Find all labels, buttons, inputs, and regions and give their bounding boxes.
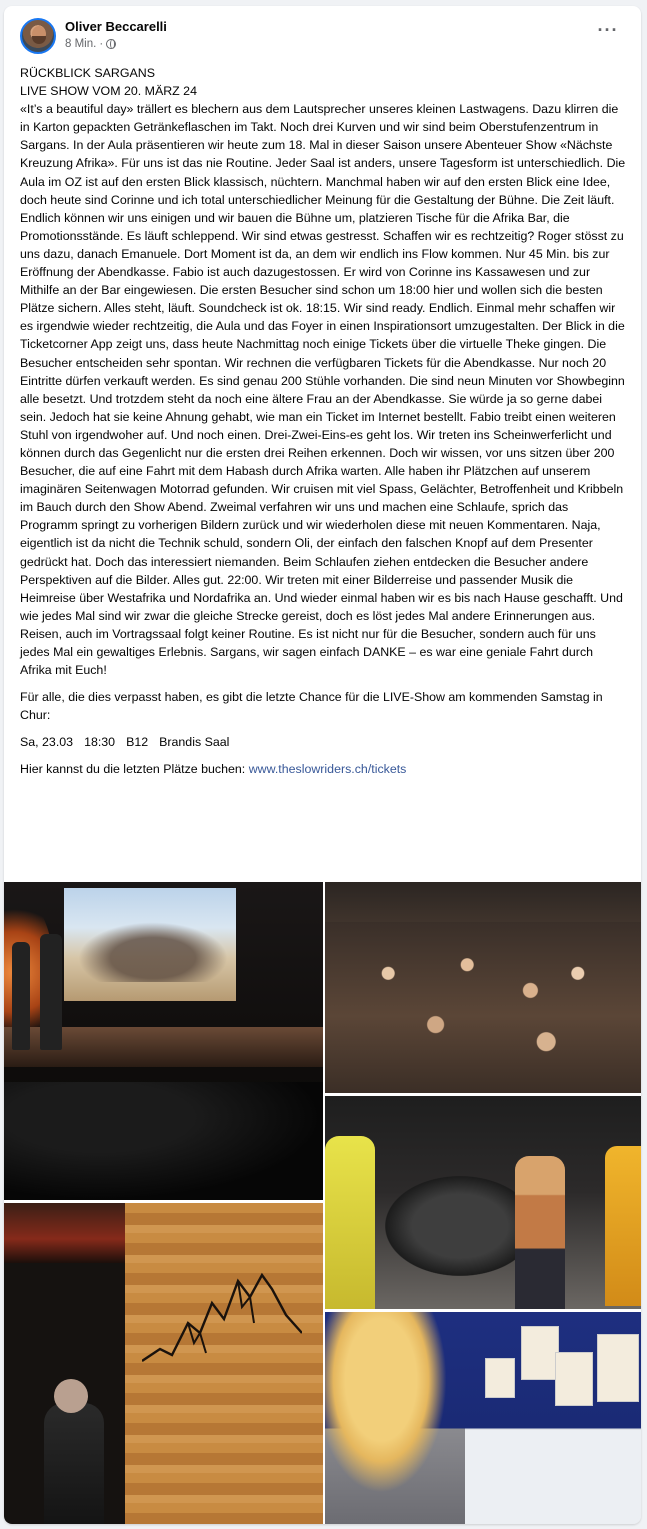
event-date: Sa, 23.03: [20, 735, 74, 750]
post-text: [20, 64, 627, 779]
sidecar-motorbike: [385, 1176, 535, 1276]
post-body: «It’s a beautiful day» trällert es blechern aus dem Lautsprecher unseres kleinen Lastwagens. Dazu klirren die in Karton gepackten Getränkeflaschen im Takt. Noch drei Kurven und wir sind beim Oberstufenzentrum in Sargans. In der Aula präsentieren wir heute zum 18. Mal in dieser Saison unsere Abenteuer Show «Nächste Kreuzung Afrika». Für uns ist das nie Routine. Jeder Saal ist anders, unsere Tagesform ist unterschiedlich. Die Aula im OZ ist auf den ersten Blick klassisch, nüchtern. Manchmal haben wir auf den ersten Blick eine Idee, doch heute sind Corinne und ich total unterschiedlicher Meinung für die Gestaltung der Bühne. Die Zeit läuft. Endlich können wir uns einigen und wir bauen die Bühne um, platzieren Tische für die Afrika Bar, die Promotionsstände. Es läuft schleppend. Wir sind etwas gestresst. Schaffen wir es rechtzeitig? Roger stösst zu uns dazu, danach Emanuele. Dort Moment ist da, an dem wir endlich ins Flow kommen. Nur 45 Min. bis zur Eröffnung der Abendkasse. Fabio ist auch dazugestossen. Er wird von Corinne ins Kassawesen und zur Mithilfe an der Bar eingewiesen. Die ersten Besucher sind schon um 18:00 hier und wollen sich die besten Plätze sichern. Alles steht, läuft. Soundcheck ist ok. 18:15. Wir sind ready. Endlich. Einmal mehr schaffen wir es irgendwie wieder rechtzeitig, die Aula und das Foyer in einen Inspirationsort umzugestalten. Der Blick in die Ticketcorner App zeigt uns, dass heute Nachmittag noch einige Tickets über die virtuelle Theke gingen. Die Besucher entscheiden sehr spontan. Wir rechnen die verfügbaren Tickets für die Abendkasse. Nur noch 20 Eintritte dürfen verkauft werden. Es sind genau 200 Stühle vorhanden. Die sind neun Minuten vor Showbeginn alle besetzt. Und trotzdem steht da noch eine ältere Frau an der Abendkasse. Sie würde ja so gerne dabei sein. Jedoch hat sie keine Ahnung gehabt, wie man ein Ticket im Internet bestellt. Fabio treibt einen weiteren Stuhl von irgendwoher auf. Und noch einen. Drei-Zwei-Eins-es geht los. Wir treten ins Scheinwerferlicht und können durch das Gegenlicht nur die ersten drei Reihen erkennen. Doch wir wissen, vor uns sitzen über 200 Besucher, die auf eine Fahrt mit dem Habash durch Afrika warten. Alle haben ihr Plätzchen auf unserem imaginären Seitenwagen Motorrad gefunden. Wir cruisen mit viel Spass, Gelächter, Betroffenheit und Kribbeln im Bauch durch den Show Abend. Zweimal verfahren wir uns und machen eine Schlaufe, sprich das Programm springt zu vorherigen Bildern zurück und wir wiederholen diese mit neuen Kommentaren. Naja, eigentlich ist da nicht die Technik schuld, sondern Oli, der einfach den falschen Knopf auf dem Presenter gedrückt hat. Doch das interessiert niemanden. Beim Schlaufen ziehen entdecken die Besucher andere Perspektiven auf die Bilder. Alles gut. 22:00. Wir treten mit einer Bilderreise und passender Musik die Heimreise über Westafrika und Nordafrika an. Und wieder einmal haben wir es bis nach Hause geschafft. Und wie jedes Mal sind wir zwar die gleiche Strecke gereist, doch es löst jedes Mal andere Erinnerungen aus. Reisen, auch im Vortragssaal folgt keiner Routine. Es ist nicht nur für die Besucher, sondern auch für uns jedes Mal ein gewaltiges Erlebnis. Sargans, wir sagen einfach DANKE – es war eine geniale Fahrt durch Afrika mit Euch!: [20, 102, 626, 678]
orange-jacket-person: [605, 1146, 641, 1306]
books-photo[interactable]: [325, 1312, 641, 1524]
seated-man: [44, 1403, 104, 1524]
avatar-beard: [32, 36, 46, 44]
projection-screen: [64, 888, 236, 1001]
visitor-woman: [515, 1156, 565, 1309]
photo-grid: [4, 882, 641, 1524]
booking-link[interactable]: www.theslowriders.ch/tickets: [248, 762, 407, 777]
event-code: B12: [126, 735, 149, 750]
meta-separator: ·: [99, 38, 104, 50]
event-info: [20, 733, 627, 751]
post-time[interactable]: 8 Min.: [65, 38, 97, 50]
post-meta: [65, 38, 116, 50]
audience-silhouettes: [4, 1082, 323, 1200]
post-card: [4, 6, 641, 1524]
post-announcement: Für alle, die dies verpasst haben, es gibt die letzte Chance für die LIVE-Show am kommenden Samstag in Chur:: [20, 690, 603, 723]
post-title-line2: LIVE SHOW VOM 20. MÄRZ 24: [20, 84, 197, 99]
author-name[interactable]: Oliver Beccarelli: [65, 19, 167, 34]
post-header: [20, 18, 627, 58]
presenter-man: [40, 934, 62, 1050]
audience-rows: [325, 922, 641, 1093]
event-time: 18:30: [84, 735, 116, 750]
post-title-line1: RÜCKBLICK SARGANS: [20, 66, 155, 80]
booking-text: Hier kannst du die letzten Plätze buchen:: [20, 762, 249, 777]
poster: [555, 1352, 593, 1406]
man-head: [54, 1379, 88, 1413]
yellow-jacket-person: [325, 1136, 375, 1309]
reading-woman: [325, 1312, 465, 1524]
audience-photo[interactable]: [325, 882, 641, 1093]
stage-photo[interactable]: [4, 882, 323, 1200]
event-venue: Brandis Saal: [159, 735, 230, 750]
motorbike-photo[interactable]: [325, 1096, 641, 1309]
more-options-button[interactable]: ···: [597, 20, 619, 40]
mountain-drawing: [142, 1263, 302, 1373]
avatar[interactable]: [20, 18, 56, 54]
poster: [485, 1358, 515, 1398]
poster: [597, 1334, 639, 1402]
booking-line: [20, 760, 627, 778]
presenter-woman: [12, 942, 30, 1050]
poster: [521, 1326, 559, 1380]
stage-screen: [4, 1203, 125, 1263]
globe-icon[interactable]: [106, 39, 116, 49]
wood-wall-photo[interactable]: [4, 1203, 323, 1524]
